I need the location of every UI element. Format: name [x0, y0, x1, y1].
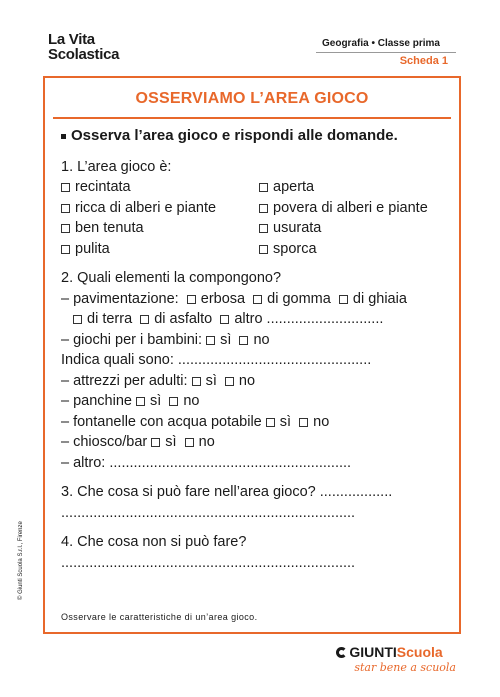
- sheet-label: Scheda 1: [399, 55, 448, 67]
- instruction: [61, 126, 451, 147]
- instruction-text: Osserva l’area gioco e rispondi alle domande.: [71, 127, 398, 144]
- yes-label: sì: [220, 331, 232, 348]
- q1-question: 1. L’area gioco è:: [61, 158, 172, 175]
- checkbox[interactable]: [151, 438, 160, 447]
- q4-question: 4. Che cosa non si può fare?: [61, 534, 247, 550]
- q1-row: [61, 239, 451, 260]
- panchine-row: [61, 391, 451, 412]
- chiosco-row: [61, 432, 451, 453]
- q1-row: [61, 198, 451, 219]
- option-label: recintata: [75, 179, 131, 195]
- q1-row: [61, 177, 451, 198]
- q4-answer-line[interactable]: .........................................................................: [61, 554, 356, 571]
- checkbox[interactable]: [169, 397, 178, 406]
- giunti-g-icon: [336, 647, 347, 658]
- checkbox[interactable]: [339, 295, 348, 304]
- logo-line1: La Vita: [48, 31, 95, 48]
- yes-label: sì: [165, 434, 177, 450]
- checkbox[interactable]: [259, 204, 268, 213]
- worksheet-title: OSSERVIAMO L’AREA GIOCO: [135, 90, 369, 107]
- checkbox[interactable]: [239, 336, 248, 345]
- q1-right-option: [259, 177, 314, 198]
- brand-giunti: GIUNTI: [349, 644, 397, 660]
- pavimentazione-row-2: [61, 309, 451, 330]
- checkbox[interactable]: [206, 336, 215, 345]
- no-label: no: [238, 372, 256, 389]
- option-label: altro .............................: [234, 311, 384, 327]
- fontanelle-row: [61, 412, 451, 433]
- no-label: no: [313, 413, 330, 430]
- checkbox[interactable]: [220, 315, 229, 324]
- checkbox[interactable]: [73, 315, 82, 324]
- checkbox[interactable]: [61, 183, 70, 192]
- attrezzi-row: [61, 371, 451, 392]
- indica-row: Indica quali sono: ................................................: [61, 352, 372, 368]
- worksheet-frame: [43, 76, 461, 634]
- bullet-icon: [61, 134, 66, 139]
- q3-question: 3. Che cosa si può fare nell’area gioco? ..................: [61, 484, 393, 500]
- q1-right-option: [259, 218, 321, 239]
- worksheet-content: [61, 126, 451, 573]
- checkbox[interactable]: [253, 295, 262, 304]
- option-label: povera di alberi e piante: [273, 199, 428, 216]
- checkbox[interactable]: [185, 438, 194, 447]
- option-label: di asfalto: [154, 311, 213, 327]
- brand-name: [336, 644, 456, 660]
- checkbox[interactable]: [192, 377, 201, 386]
- option-label: – panchine: [61, 393, 132, 409]
- header-divider: [316, 52, 456, 53]
- magazine-logo: [48, 32, 119, 62]
- q1-right-option: [259, 239, 317, 260]
- publisher-logo: [336, 644, 456, 674]
- yes-label: sì: [279, 413, 292, 430]
- no-label: no: [183, 393, 200, 409]
- option-label: – attrezzi per adulti:: [61, 372, 188, 389]
- brand-tagline: star bene a scuola: [354, 661, 456, 674]
- q1-right-option: [259, 198, 428, 219]
- option-label: erbosa: [200, 290, 246, 307]
- checkbox[interactable]: [187, 295, 196, 304]
- checkbox[interactable]: [259, 183, 268, 192]
- yes-label: sì: [205, 372, 217, 389]
- option-label: – chiosco/bar: [61, 434, 148, 450]
- option-label: usurata: [273, 220, 322, 236]
- option-label: ben tenuta: [75, 220, 144, 236]
- checkbox[interactable]: [61, 224, 70, 233]
- checkbox[interactable]: [266, 418, 275, 427]
- option-label: ricca di alberi e piante: [75, 199, 217, 216]
- footer-objective: Osservare le caratteristiche di un’area gioco.: [61, 612, 258, 622]
- option-label: – pavimentazione:: [61, 290, 179, 307]
- yes-label: sì: [149, 393, 162, 409]
- checkbox[interactable]: [140, 315, 149, 324]
- giochi-row: [61, 330, 451, 351]
- option-label: di ghiaia: [352, 290, 407, 307]
- option-label: di gomma: [267, 290, 331, 307]
- altro-row: – altro: ............................................................: [61, 454, 352, 471]
- checkbox[interactable]: [299, 418, 308, 427]
- checkbox[interactable]: [259, 224, 268, 233]
- checkbox[interactable]: [136, 397, 145, 406]
- no-label: no: [198, 434, 215, 450]
- q1-row: [61, 218, 451, 239]
- option-label: pulita: [75, 240, 110, 257]
- option-label: di terra: [87, 311, 133, 327]
- copyright-note: © Giunti Scuola S.r.l., Firenze: [18, 521, 24, 600]
- checkbox[interactable]: [225, 377, 234, 386]
- checkbox[interactable]: [61, 204, 70, 213]
- checkbox[interactable]: [61, 245, 70, 254]
- option-label: aperta: [273, 179, 315, 195]
- q3-answer-line[interactable]: .........................................................................: [61, 504, 356, 521]
- checkbox[interactable]: [259, 245, 268, 254]
- subject-label: Geografia • Classe prima: [322, 38, 440, 49]
- title-divider: [53, 117, 451, 119]
- pavimentazione-row: [61, 289, 451, 310]
- option-label: – fontanelle con acqua potabile: [61, 413, 262, 430]
- logo-line2: Scolastica: [48, 46, 120, 63]
- brand-scuola: Scuola: [396, 644, 443, 660]
- no-label: no: [253, 331, 270, 348]
- option-label: – giochi per i bambini:: [61, 331, 203, 348]
- option-label: sporca: [273, 240, 317, 257]
- q2-question: 2. Quali elementi la compongono?: [61, 270, 282, 286]
